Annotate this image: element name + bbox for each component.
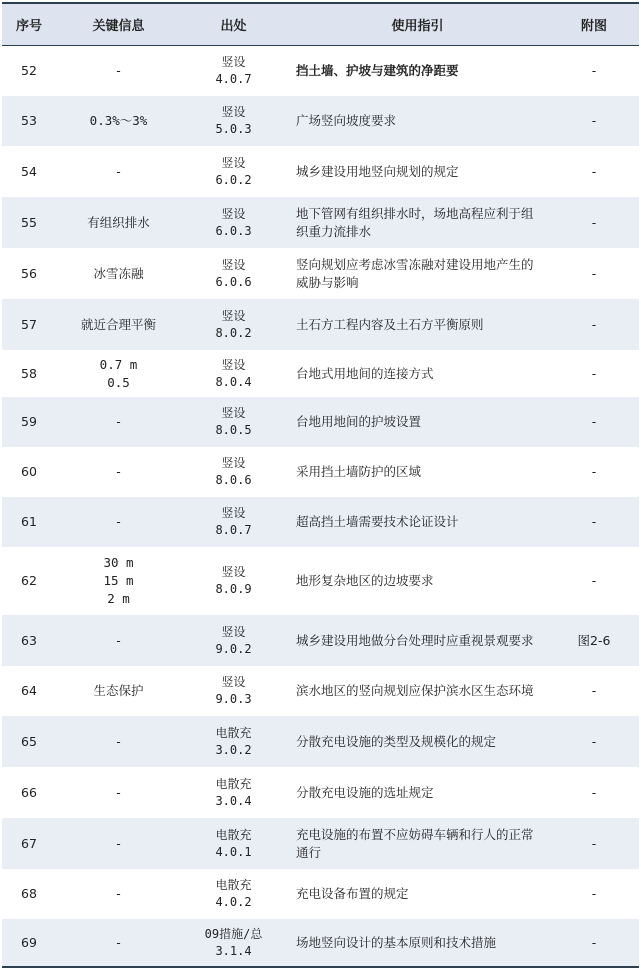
cell-guide: 台地式用地间的连接方式	[296, 365, 434, 381]
cell-key-info	[56, 197, 181, 248]
cell-no: 54	[21, 163, 37, 179]
key-info-line: 2 m	[107, 591, 130, 606]
cell-figure: -	[591, 113, 597, 128]
table-row	[2, 716, 639, 767]
cell-figure: -	[591, 464, 597, 479]
cell-source	[181, 299, 286, 350]
cell-guide: 广场竖向坡度要求	[296, 113, 397, 128]
cell-figure: -	[591, 414, 597, 429]
cell-key-info	[56, 146, 181, 197]
cell-source	[181, 248, 286, 299]
key-info-line: -	[114, 733, 123, 749]
source-line: 竖设	[221, 456, 246, 470]
cell-source	[181, 716, 286, 767]
table-row	[2, 869, 639, 919]
cell-key-info	[56, 869, 181, 919]
table-row	[2, 447, 639, 497]
source-line: 3.1.4	[215, 943, 252, 958]
source-line: 竖设	[221, 406, 246, 420]
source-line: 6.0.2	[215, 172, 252, 187]
source-line: 09措施/总	[204, 926, 263, 941]
cell-source	[181, 350, 286, 397]
cell-guide: 挡土墙、护坡与建筑的净距要	[296, 62, 459, 78]
key-info-line: 0.7 m	[99, 356, 138, 372]
table-row	[2, 615, 639, 666]
source-line: 8.0.4	[215, 374, 252, 389]
cell-source	[181, 869, 286, 919]
header-row	[2, 3, 639, 45]
table-row	[2, 666, 639, 716]
key-info-line: -	[114, 464, 123, 479]
cell-no: 69	[2, 919, 56, 967]
cell-figure: -	[549, 919, 639, 967]
table-row	[2, 818, 639, 869]
cell-source	[181, 666, 286, 716]
table-body	[2, 45, 639, 967]
key-info-line: 30 m	[103, 555, 134, 570]
table-row	[2, 96, 639, 146]
key-info-line: 0.5	[107, 374, 130, 390]
table-row	[2, 919, 639, 967]
cell-guide: 滨水地区的竖向规划应保护滨水区生态环境	[296, 683, 534, 698]
cell-guide: 分散充电设施的类型及规模化的规定	[296, 733, 497, 749]
cell-no: 66	[21, 784, 37, 800]
source-line: 4.0.1	[215, 844, 252, 859]
cell-no: 52	[21, 62, 37, 78]
header-key-info: 关键信息	[56, 3, 181, 45]
table-row	[2, 350, 639, 397]
source-line: 6.0.6	[215, 274, 252, 289]
cell-guide: 充电设施的布置不应妨碍车辆和行人的正常通行	[296, 826, 534, 860]
table-row	[2, 146, 639, 197]
cell-figure: -	[591, 683, 597, 698]
cell-source	[181, 96, 286, 146]
cell-source	[181, 397, 286, 447]
table-row	[2, 197, 639, 248]
cell-key-info	[56, 919, 181, 967]
table-row	[2, 547, 639, 615]
key-info-line: -	[114, 632, 123, 648]
cell-no: 55	[21, 214, 37, 230]
cell-key-info	[56, 299, 181, 350]
cell-no: 56	[21, 265, 37, 281]
source-line: 竖设	[221, 565, 246, 579]
source-line: 8.0.6	[215, 473, 252, 487]
source-line: 8.0.9	[215, 582, 252, 596]
key-info-line: -	[114, 414, 123, 429]
cell-key-info	[56, 248, 181, 299]
source-line: 竖设	[221, 105, 246, 119]
cell-figure: -	[591, 886, 597, 901]
cell-no: 65	[21, 733, 37, 749]
cell-figure: -	[591, 784, 597, 800]
cell-no: 59	[21, 414, 37, 429]
key-info-line: 就近合理平衡	[80, 316, 156, 332]
cell-figure: -	[591, 214, 597, 230]
cell-source	[181, 197, 286, 248]
cell-figure: -	[591, 835, 597, 851]
cell-figure: -	[591, 265, 597, 281]
key-info-line: -	[114, 784, 123, 800]
source-line: 竖设	[221, 206, 246, 221]
key-info-line: 生态保护	[93, 683, 144, 698]
key-info-line: -	[114, 835, 123, 851]
cell-no: 62	[21, 573, 37, 588]
cell-guide: 充电设备布置的规定	[296, 886, 409, 901]
cell-source	[181, 767, 286, 818]
cell-key-info	[56, 96, 181, 146]
cell-guide: 地形复杂地区的边坡要求	[296, 573, 434, 588]
table-row	[2, 397, 639, 447]
header-figure: 附图	[549, 3, 639, 45]
source-line: 9.0.2	[215, 641, 252, 656]
key-info-line: 15 m	[103, 573, 134, 588]
key-info-line: 有组织排水	[87, 214, 150, 230]
source-line: 5.0.3	[215, 122, 252, 136]
cell-source	[181, 497, 286, 547]
cell-source	[181, 615, 286, 666]
source-line: 电散充	[215, 776, 252, 791]
source-line: 3.0.4	[215, 793, 252, 808]
source-line: 3.0.2	[215, 742, 252, 757]
cell-source	[181, 818, 286, 869]
reference-table	[2, 2, 639, 968]
cell-no: 53	[21, 113, 37, 128]
source-line: 4.0.7	[215, 71, 252, 86]
source-line: 9.0.3	[215, 692, 252, 706]
cell-no: 67	[21, 835, 37, 851]
cell-source	[181, 919, 286, 967]
key-info-line: -	[114, 886, 123, 901]
cell-figure: 图2-6	[577, 632, 611, 648]
cell-figure: -	[591, 365, 597, 381]
cell-guide: 台地用地间的护坡设置	[296, 414, 422, 429]
key-info-line: 冰雪冻融	[93, 265, 144, 281]
header-source: 出处	[181, 3, 286, 45]
cell-key-info	[56, 397, 181, 447]
table-row	[2, 248, 639, 299]
source-line: 电散充	[215, 878, 252, 892]
table-row	[2, 497, 639, 547]
cell-guide: 城乡建设用地竖向规划的规定	[296, 163, 459, 179]
source-line: 竖设	[221, 506, 246, 520]
cell-source	[181, 146, 286, 197]
cell-no: 60	[21, 464, 37, 479]
cell-guide: 分散充电设施的选址规定	[296, 784, 434, 800]
cell-guide: 城乡建设用地做分台处理时应重视景观要求	[296, 632, 534, 648]
cell-guide: 地下管网有组织排水时，场地高程应利于组织重力流排水	[296, 205, 534, 239]
cell-key-info	[56, 818, 181, 869]
key-info-line: -	[114, 62, 123, 78]
source-line: 竖设	[221, 675, 246, 689]
cell-no: 61	[21, 514, 37, 529]
source-line: 电散充	[215, 725, 252, 740]
key-info-line: -	[114, 514, 123, 529]
cell-figure: -	[591, 163, 597, 179]
source-line: 竖设	[221, 257, 246, 272]
source-line: 8.0.7	[215, 523, 252, 537]
cell-figure: -	[591, 573, 597, 588]
cell-source	[181, 45, 286, 96]
cell-key-info	[56, 45, 181, 96]
key-info-line: -	[114, 163, 123, 179]
source-line: 竖设	[221, 54, 246, 69]
cell-no: 64	[21, 683, 37, 698]
source-line: 4.0.2	[215, 895, 252, 909]
cell-key-info	[56, 615, 181, 666]
key-info-line: 0.3%～3%	[89, 113, 148, 128]
source-line: 电散充	[215, 827, 252, 842]
source-line: 竖设	[221, 624, 246, 639]
cell-figure: -	[591, 316, 597, 332]
source-line: 8.0.5	[215, 423, 252, 437]
header-no: 序号	[2, 3, 56, 45]
cell-no: 63	[21, 632, 37, 648]
cell-figure: -	[591, 62, 597, 78]
source-line: 竖设	[221, 155, 246, 170]
cell-key-info	[56, 447, 181, 497]
cell-key-info	[56, 547, 181, 615]
table-header	[2, 3, 639, 45]
table-row	[2, 45, 639, 96]
cell-key-info	[56, 497, 181, 547]
key-info-line: -	[114, 934, 123, 950]
source-line: 8.0.2	[215, 325, 252, 340]
table-row	[2, 299, 639, 350]
cell-guide: 采用挡土墙防护的区域	[296, 464, 422, 479]
cell-key-info	[56, 716, 181, 767]
source-line: 6.0.3	[215, 223, 252, 238]
source-line: 竖设	[221, 357, 246, 372]
cell-figure: -	[591, 514, 597, 529]
cell-no: 57	[21, 316, 37, 332]
table-row	[2, 767, 639, 818]
cell-key-info	[56, 767, 181, 818]
cell-source	[181, 547, 286, 615]
cell-key-info	[56, 350, 181, 397]
cell-no: 68	[21, 886, 37, 901]
cell-guide: 土石方工程内容及土石方平衡原则	[296, 316, 484, 332]
source-line: 竖设	[221, 308, 246, 323]
cell-guide: 场地竖向设计的基本原则和技术措施	[286, 919, 549, 967]
header-guide: 使用指引	[286, 3, 549, 45]
cell-figure: -	[591, 733, 597, 749]
cell-source	[181, 447, 286, 497]
cell-guide: 超高挡土墙需要技术论证设计	[296, 514, 459, 529]
cell-key-info	[56, 666, 181, 716]
cell-guide: 竖向规划应考虑冰雪冻融对建设用地产生的威胁与影响	[296, 256, 534, 290]
cell-no: 58	[21, 365, 37, 381]
